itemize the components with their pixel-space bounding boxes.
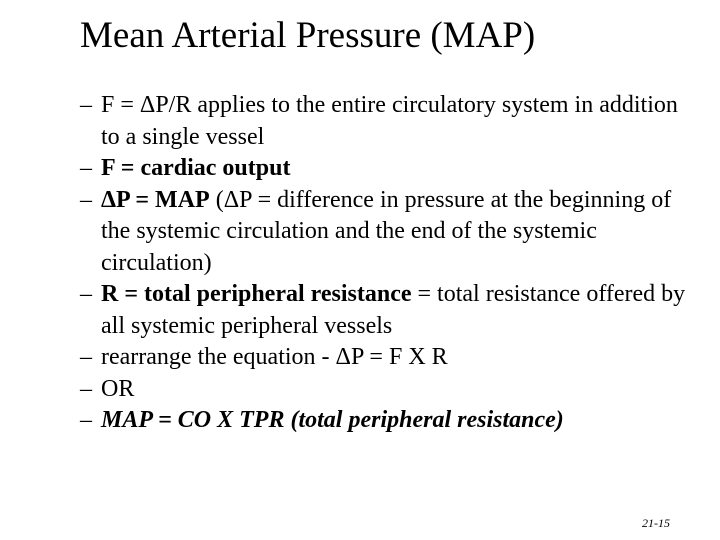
bullet-dash: – <box>80 92 92 118</box>
bullet-text: F = cardiac output <box>101 155 291 181</box>
bullet-strong-text: R = total peripheral resistance <box>101 281 412 307</box>
bullet-strong-text: ΔP = MAP <box>101 186 210 213</box>
bullet-text: rearrange the equation - ΔP = F X R <box>101 344 448 370</box>
bullet-text: F = ΔP/R applies to the entire circulatory system in addition to a single vessel <box>101 92 678 150</box>
bullet-text: = total resistance offered by all systemic peripheral vessels <box>101 281 686 339</box>
bullet-dash: – <box>80 186 92 213</box>
bullet-item <box>80 153 690 185</box>
bullet-item <box>80 342 690 374</box>
bullet-dash: – <box>80 281 92 307</box>
bullet-dash: – <box>80 155 92 181</box>
bullet-text: (ΔP = difference in pressure at the beginning of the systemic circulation and the end of the systemic circulation) <box>101 186 672 276</box>
bullet-dash: – <box>80 407 92 433</box>
bullet-item <box>80 374 690 406</box>
bullet-item <box>80 405 690 437</box>
bullet-item <box>80 279 690 342</box>
bullet-text: OR <box>101 375 135 402</box>
bullet-dash: – <box>80 344 92 370</box>
slide-number: 21-15 <box>642 516 670 530</box>
bullet-text: MAP = CO X TPR (total peripheral resistance) <box>101 407 564 433</box>
bullet-dash: – <box>80 375 92 402</box>
slide-title: Mean Arterial Pressure (MAP) <box>80 15 536 56</box>
bullet-item <box>80 185 690 280</box>
bullet-item <box>80 90 690 153</box>
bullet-list <box>80 90 690 437</box>
